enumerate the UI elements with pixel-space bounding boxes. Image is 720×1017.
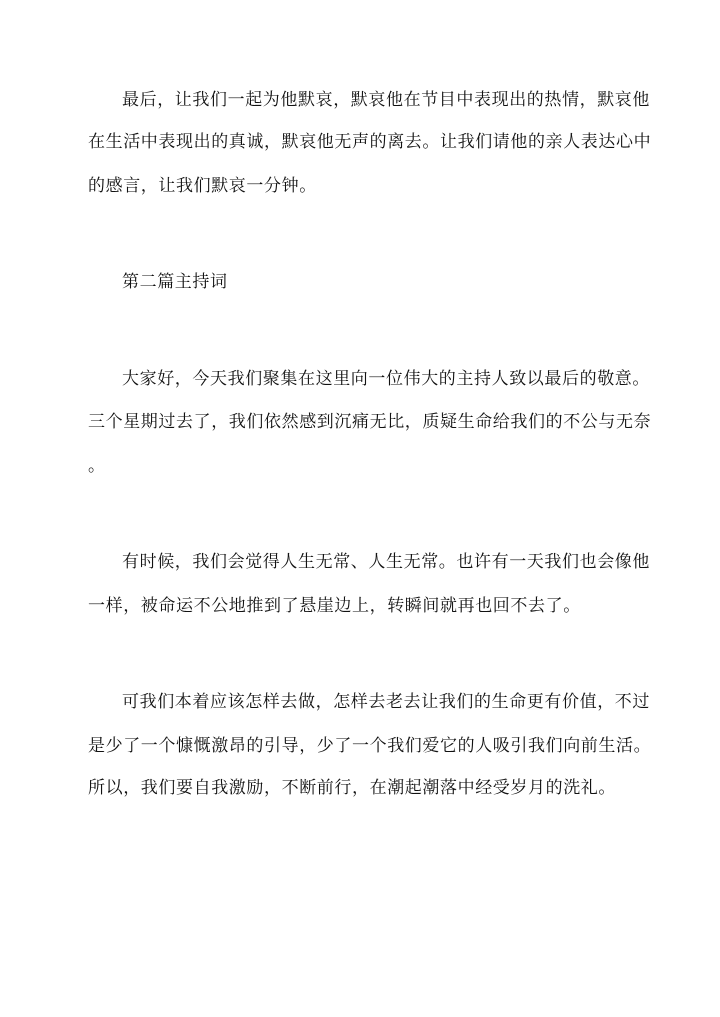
paragraph-line: 有时候，我们会觉得人生无常、人生无常。也许有一天我们也会像他 bbox=[122, 552, 650, 572]
paragraph-line: 大家好，今天我们聚集在这里向一位伟大的主持人致以最后的敬意。 bbox=[122, 369, 650, 389]
paragraph-line: 一样，被命运不公地推到了悬崖边上，转瞬间就再也回不去了。 bbox=[88, 596, 581, 616]
paragraph-line: 三个星期过去了，我们依然感到沉痛无比，质疑生命给我们的不公与无奈 bbox=[88, 412, 652, 432]
paragraph-line: 是少了一个慷慨激昂的引导，少了一个我们爱它的人吸引我们向前生活。 bbox=[88, 736, 652, 756]
paragraph-line: 。 bbox=[88, 456, 106, 476]
paragraph-line: 的感言，让我们默哀一分钟。 bbox=[88, 176, 317, 196]
paragraph-line: 所以，我们要自我激励，不断前行，在潮起潮落中经受岁月的洗礼。 bbox=[88, 778, 616, 798]
paragraph-line: 最后，让我们一起为他默哀，默哀他在节目中表现出的热情，默哀他 bbox=[122, 90, 650, 110]
paragraph-line: 可我们本着应该怎样去做，怎样去老去让我们的生命更有价值，不过 bbox=[122, 692, 650, 712]
paragraph-line: 在生活中表现出的真诚，默哀他无声的离去。让我们请他的亲人表达心中 bbox=[88, 132, 652, 152]
section-heading-text: 第二篇主持词 bbox=[122, 272, 228, 292]
